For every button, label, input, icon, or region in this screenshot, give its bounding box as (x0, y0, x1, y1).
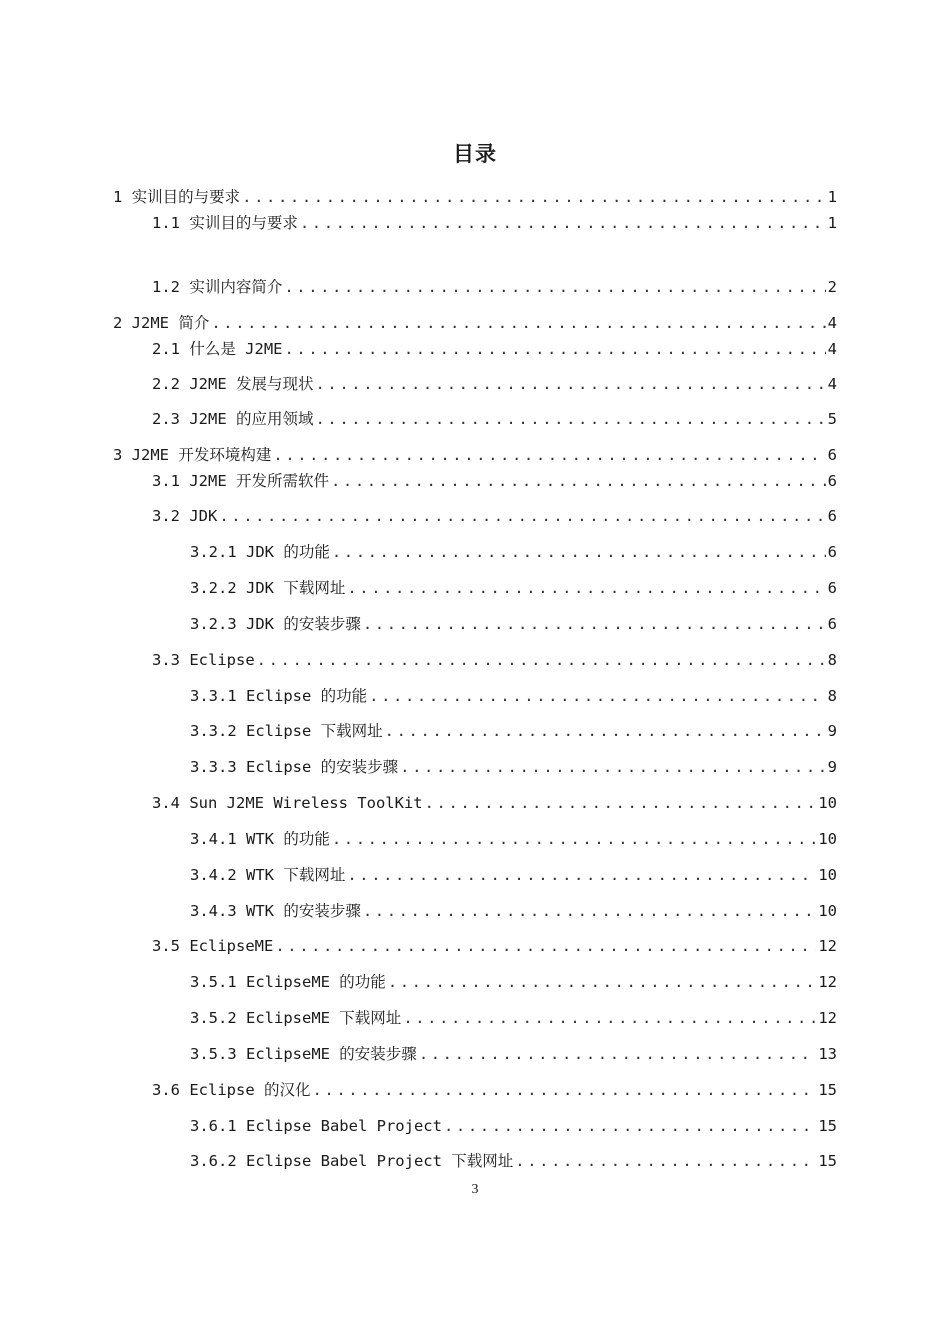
toc-entry[interactable] (190, 971, 837, 993)
toc-entry[interactable] (190, 1007, 837, 1029)
toc-entry-label: 3.3.1 Eclipse 的功能 (190, 687, 368, 705)
toc-entry-page-number: 4 (827, 340, 837, 358)
toc-entry[interactable] (152, 212, 837, 234)
toc-entry-label: 1 实训目的与要求 (113, 188, 241, 206)
toc-entry-label: 3.2.1 JDK 的功能 (190, 543, 330, 561)
toc-entry-page-number: 15 (818, 1117, 837, 1135)
toc-entry[interactable] (190, 685, 837, 707)
toc-entry-page-number: 6 (827, 446, 837, 464)
toc-entry-page-number: 6 (827, 579, 837, 597)
toc-entry-label: 3.5.3 EclipseME 的安装步骤 (190, 1045, 417, 1063)
toc-dot-leader (363, 613, 826, 635)
toc-entry-page-number: 2 (827, 278, 837, 296)
toc-entry-page-number: 12 (818, 1009, 837, 1027)
toc-dot-leader (275, 935, 816, 957)
toc-dot-leader (363, 900, 817, 922)
toc-dot-leader (312, 1079, 816, 1101)
toc-entry-page-number: 8 (827, 687, 837, 705)
toc-entry-label: 2 J2ME 简介 (113, 314, 210, 332)
toc-entry-label: 3 J2ME 开发环境构建 (113, 446, 272, 464)
toc-entry-label: 3.3 Eclipse (152, 651, 255, 669)
toc-entry[interactable] (190, 864, 837, 886)
toc-entry[interactable] (190, 720, 837, 742)
toc-entry-label: 3.4 Sun J2ME Wireless ToolKit (152, 794, 423, 812)
toc-entry-label: 3.3.2 Eclipse 下载网址 (190, 722, 383, 740)
toc-dot-leader (331, 470, 826, 492)
page-number: 3 (471, 1182, 479, 1197)
toc-entry[interactable] (152, 470, 837, 492)
toc-entry[interactable] (152, 649, 837, 671)
toc-entry[interactable] (190, 1043, 837, 1065)
toc-entry-label: 3.5.2 EclipseME 下载网址 (190, 1009, 402, 1027)
toc-dot-leader (285, 338, 826, 360)
toc-entry-label: 3.1 J2ME 开发所需软件 (152, 472, 329, 490)
toc-dot-leader (515, 1150, 816, 1172)
toc-entry-label: 3.6.2 Eclipse Babel Project 下载网址 (190, 1152, 514, 1170)
toc-dot-leader (257, 649, 826, 671)
toc-dot-leader (388, 971, 817, 993)
toc-entry-page-number: 6 (827, 615, 837, 633)
toc-entry-page-number: 1 (827, 214, 837, 232)
toc-entry[interactable] (113, 444, 837, 466)
toc-entry[interactable] (152, 792, 837, 814)
toc-entry-label: 3.2 JDK (152, 507, 218, 525)
toc-dot-leader (300, 212, 826, 234)
toc-entry-page-number: 6 (827, 472, 837, 490)
toc-entry[interactable] (190, 1115, 837, 1137)
toc-entry[interactable] (113, 312, 837, 334)
toc-entry-page-number: 12 (818, 937, 837, 955)
toc-title: 目录 (453, 142, 497, 166)
toc-entry[interactable] (190, 577, 837, 599)
toc-entry[interactable] (190, 613, 837, 635)
toc-entry-page-number: 4 (827, 314, 837, 332)
toc-entry-page-number: 8 (827, 651, 837, 669)
toc-entry-page-number: 12 (818, 973, 837, 991)
toc-entry-label: 2.3 J2ME 的应用领域 (152, 410, 314, 428)
toc-entry-page-number: 10 (818, 902, 837, 920)
toc-entry-label: 3.4.3 WTK 的安装步骤 (190, 902, 361, 920)
toc-dot-leader (211, 312, 825, 334)
toc-entry-page-number: 15 (818, 1152, 837, 1170)
toc-dot-leader (425, 792, 817, 814)
toc-entry-page-number: 9 (827, 722, 837, 740)
toc-dot-leader (444, 1115, 816, 1137)
toc-entry-label: 1.2 实训内容简介 (152, 278, 283, 296)
toc-dot-leader (332, 828, 817, 850)
toc-entry[interactable] (152, 373, 837, 395)
toc-dot-leader (273, 444, 825, 466)
toc-entry[interactable] (190, 541, 837, 563)
toc-entry-page-number: 5 (827, 410, 837, 428)
toc-entry-page-number: 6 (827, 543, 837, 561)
toc-entry-page-number: 10 (818, 794, 837, 812)
toc-entry-page-number: 15 (818, 1081, 837, 1099)
toc-entry[interactable] (152, 338, 837, 360)
toc-entry[interactable] (190, 756, 837, 778)
toc-entry-label: 2.2 J2ME 发展与现状 (152, 375, 314, 393)
toc-entry-label: 3.6.1 Eclipse Babel Project (190, 1117, 442, 1135)
toc-entry-page-number: 13 (818, 1045, 837, 1063)
toc-dot-leader (316, 373, 826, 395)
toc-dot-leader (347, 577, 825, 599)
toc-entry-page-number: 1 (827, 188, 837, 206)
toc-entry[interactable] (190, 1150, 837, 1172)
toc-dot-leader (284, 276, 825, 298)
toc-entry-label: 2.1 什么是 J2ME (152, 340, 283, 358)
toc-dot-leader (369, 685, 826, 707)
toc-entry-label: 3.5.1 EclipseME 的功能 (190, 973, 386, 991)
toc-dot-leader (332, 541, 826, 563)
toc-entry-label: 1.1 实训目的与要求 (152, 214, 298, 232)
toc-dot-leader (385, 720, 826, 742)
toc-entry-label: 3.4.1 WTK 的功能 (190, 830, 330, 848)
toc-entry-label: 3.2.2 JDK 下载网址 (190, 579, 346, 597)
toc-dot-leader (400, 756, 826, 778)
toc-entry-label: 3.2.3 JDK 的安装步骤 (190, 615, 361, 633)
toc-entry-label: 3.4.2 WTK 下载网址 (190, 866, 346, 884)
toc-dot-leader (219, 505, 825, 527)
toc-entry[interactable] (152, 408, 837, 430)
toc-entry-page-number: 4 (827, 375, 837, 393)
toc-entry[interactable] (113, 186, 837, 208)
toc-entry[interactable] (190, 900, 837, 922)
toc-entry[interactable] (190, 828, 837, 850)
toc-entry-label: 3.3.3 Eclipse 的安装步骤 (190, 758, 399, 776)
toc-dot-leader (316, 408, 826, 430)
toc-entry-page-number: 10 (818, 830, 837, 848)
toc-entry-label: 3.6 Eclipse 的汉化 (152, 1081, 311, 1099)
toc-entry-page-number: 9 (827, 758, 837, 776)
toc-entry-label: 3.5 EclipseME (152, 937, 274, 955)
toc-dot-leader (242, 186, 825, 208)
toc-entry[interactable] (152, 935, 837, 957)
toc-dot-leader (347, 864, 816, 886)
toc-entry[interactable] (152, 276, 837, 298)
toc-entry-page-number: 6 (827, 507, 837, 525)
toc-entry[interactable] (152, 505, 837, 527)
toc-entry[interactable] (152, 1079, 837, 1101)
toc-dot-leader (403, 1007, 816, 1029)
toc-entry-page-number: 10 (818, 866, 837, 884)
toc-dot-leader (419, 1043, 817, 1065)
